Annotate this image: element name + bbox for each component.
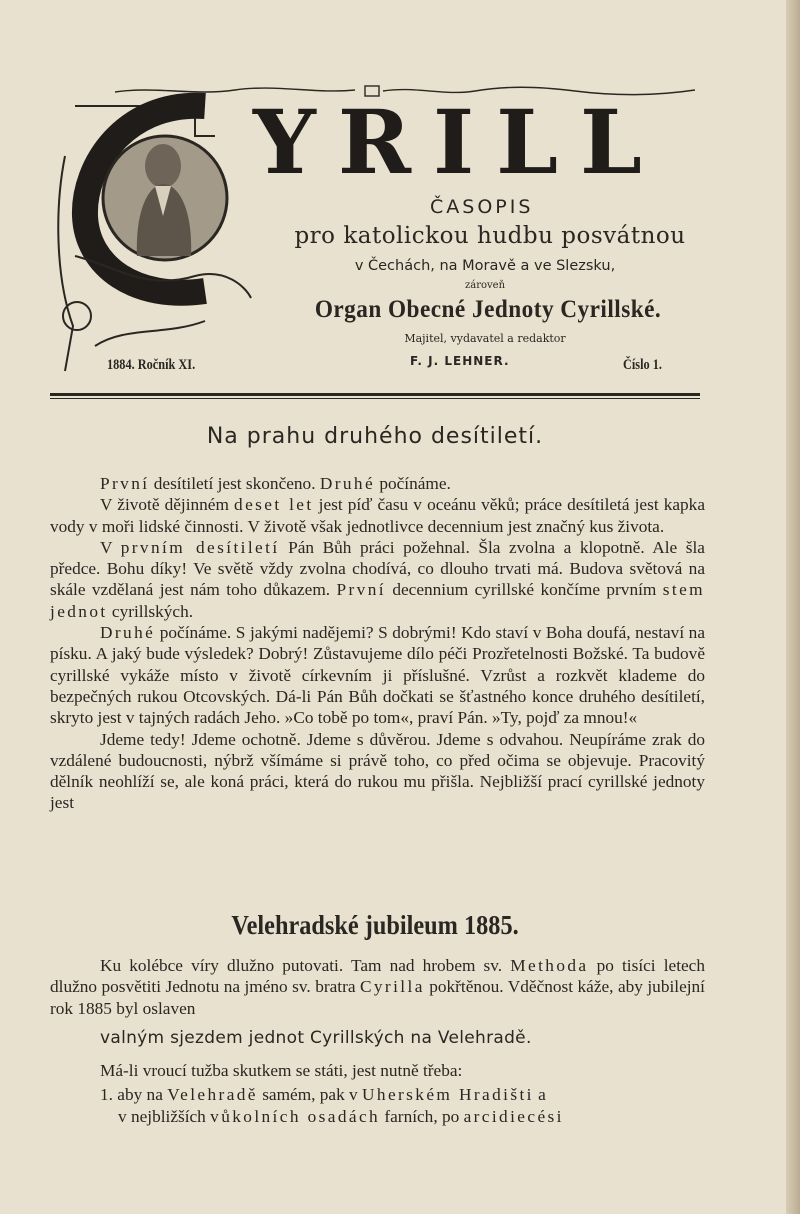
year-volume: 1884. Ročník XI. [107,357,196,373]
article-body [50,473,705,814]
paragraph-4: Druhé počínáme. S jakými nadějemi? S dobrými! Kdo staví v Boha doufá, nestaví na písku. A jaký bude výsledek? Dobrý! Zůstavujeme dílo péči Prozřetelnosti Božské. Ta budově cyrillské vykáže místo v životě církevním ji příslušné. Vzrůst a rozkvět klademe do bezpečných rukou Otcovských. Dá-li Pán Bůh dočkati se šťastného konce druhého desítiletí, skryto jest v tajných radách Jeho. »Co tobě po tom«, praví Pán. »Ty, pojď za mnou!« [50,623,705,728]
organ-title: Organ Obecné Jednoty Cyrillské. [314,296,662,323]
paragraph-3: V prvním desítiletí Pán Bůh práci požehnal. Šla zvolna a klopotně. Ale šla předce. Bohu díky! Ve světě vždy zvolna chodívá, co dlouho trvati má. Budova světová na skále vzdělaná jest nám toho důkazem. První decennium cyrillské končíme prvním stem jednot cyrillských. [50,537,705,621]
header-rule-thin [50,398,700,399]
list-item: 1. aby na Velehradě samém, pak v Uherském Hradišti a v nejbližších vůkolních osadách farních, po arcidiecési [100,1085,564,1126]
editor-name: F. J. LEHNER. [410,354,510,368]
issue-number: Číslo 1. [623,357,662,373]
section-heading: Velehradské jubileum 1885. [231,910,519,940]
journal-regions: v Čechách, na Moravě a ve Slezsku, [354,258,616,274]
conjunction-text: zároveň [464,280,506,291]
owner-line: Majitel, vydavatel a redaktor [404,332,566,345]
paragraph-1: První desítiletí jest skončeno. Druhé počínáme. [100,474,451,493]
centered-line: valným sjezdem jednot Cyrillských na Velehradě. [100,1028,532,1048]
header-rule-thick [50,393,700,396]
initial-c-ornament [55,86,255,386]
journal-label: ČASOPIS [430,196,534,218]
intro-line: Má-li vroucí tužba skutkem se státi, jest nutně třeba: [100,1061,463,1080]
page-edge [786,0,800,1214]
paragraph-2: V životě dějinném deset let jest píď času v oceánu věků; práce desítiletá jest kapka vody v moři lidské činnosti. V životě však jednotlivce decennium jest značný kus života. [50,495,705,536]
article-heading: Na prahu druhého desítiletí. [206,424,544,449]
masthead [55,78,705,378]
paragraph-5: Jdeme tedy! Jdeme ochotně. Jdeme s důvěrou. Jdeme s odvahou. Neupíráme zrak do vzdálené budoucnosti, nýbrž všímáme si právě toho, co před očima se objevuje. Pracovitý dělník neohlíží se, ale koná práci, která do rukou mu přišla. Nejbližší prací cyrillské jednoty jest [50,729,705,813]
journal-title: YRILL [253,90,664,194]
journal-subtitle: pro katolickou hudbu posvátnou [294,223,686,249]
paragraph-6: Ku kolébce víry dlužno putovati. Tam nad hrobem sv. Methoda po tisíci letech dlužno posvětiti Jednotu na jméno sv. bratra Cyrilla pokřtěnou. Vděčnost káže, aby jubilejní rok 1885 byl oslaven [50,956,705,1018]
